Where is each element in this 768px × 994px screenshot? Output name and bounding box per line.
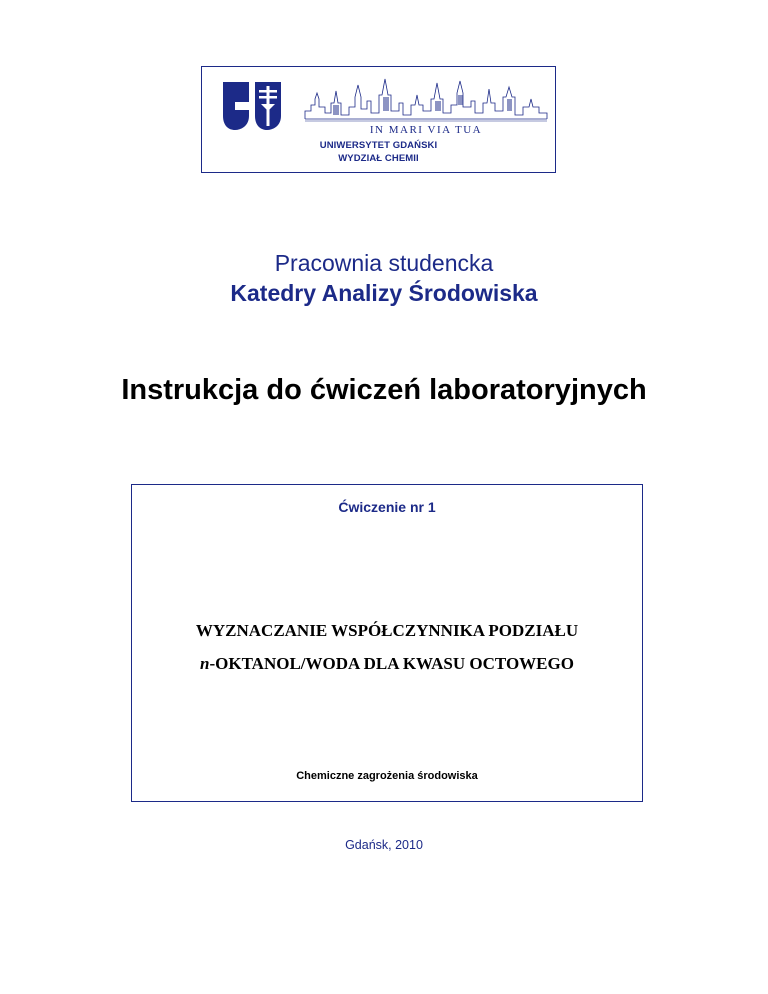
exercise-box <box>131 484 643 802</box>
document-title: Instrukcja do ćwiczeń laboratoryjnych <box>121 374 647 406</box>
faculty-name: WYDZIAŁ CHEMII <box>338 153 419 164</box>
exercise-title-italic-prefix: n <box>200 654 210 673</box>
motto-text: IN MARI VIA TUA <box>369 124 483 135</box>
university-logo-icon <box>219 80 285 132</box>
lab-name-line1: Pracownia studencka <box>274 250 494 276</box>
exercise-title-line2-text: -OKTANOL/WODA DLA KWASU OCTOWEGO <box>209 654 574 673</box>
place-and-year: Gdańsk, 2010 <box>345 838 423 852</box>
exercise-number: Ćwiczenie nr 1 <box>338 499 436 515</box>
lab-name-line2: Katedry Analizy Środowiska <box>230 280 538 306</box>
university-name: UNIWERSYTET GDAŃSKI <box>319 140 438 151</box>
gdansk-skyline-icon <box>303 75 549 135</box>
exercise-title-line1: WYZNACZANIE WSPÓŁCZYNNIKA PODZIAŁU <box>195 621 579 640</box>
course-subject: Chemiczne zagrożenia środowiska <box>296 770 478 782</box>
university-header <box>201 66 556 173</box>
exercise-title-line2 <box>132 654 642 674</box>
